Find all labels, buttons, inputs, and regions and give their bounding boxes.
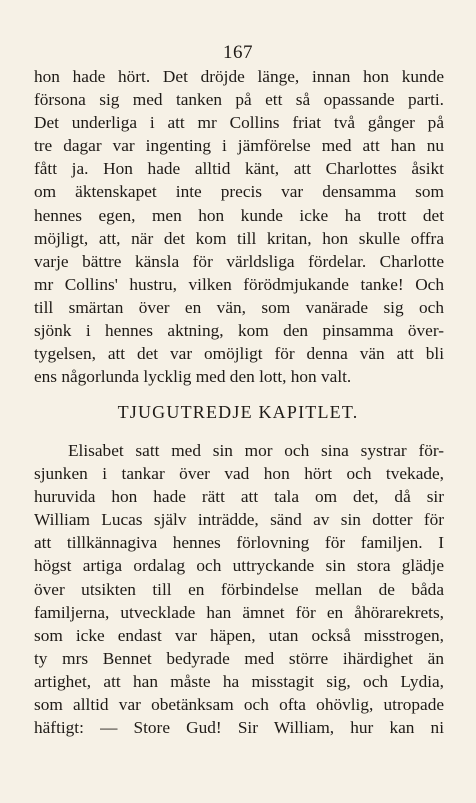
paragraph-chapter-start: [34, 439, 444, 739]
text-line: sjönk i hennes aktning, kom den pinsamma över-: [34, 321, 444, 341]
text-line: varje bättre känsla för världsliga fördelar. Charlotte: [34, 251, 444, 271]
text-line: Det underliga i att mr Collins friat två gånger på: [34, 113, 444, 133]
text-line: Elisabet satt med sin mor och sina systrar för-: [68, 441, 444, 460]
text-line: hon hade hört. Det dröjde länge, innan hon kunde: [34, 67, 444, 86]
text-line: huruvida hon hade rätt att tala om det, då sir: [34, 487, 444, 507]
text-line: högst artiga ordalag och uttryckande sin stora glädje: [34, 556, 444, 576]
text-line: om äktenskapet inte precis var densamma som: [34, 182, 444, 202]
text-line: hennes egen, men hon kunde icke ha trott det: [34, 205, 444, 225]
text-line: som icke endast var häpen, utan också misstrogen,: [34, 625, 444, 645]
text-line: mr Collins' hustru, vilken förödmjukande tanke! Och: [34, 274, 444, 294]
text-line: möjligt, att, när det kom till kritan, hon skulle offra: [34, 228, 444, 248]
text-line: tre dagar var ingenting i jämförelse med att han nu: [34, 136, 444, 156]
page-number: 167: [223, 42, 253, 63]
paragraph-continued: [34, 65, 444, 388]
text-line: tygelsen, att det var omöjligt för denna vän att bli: [34, 344, 444, 364]
text-line: till smärtan över en vän, som vanärade sig och: [34, 297, 444, 317]
text-line: häftigt: — Store Gud! Sir William, hur kan ni: [34, 718, 444, 738]
text-line: artighet, att han måste ha misstagit sig, och Lydia,: [34, 671, 444, 691]
text-line: familjerna, utvecklade han ämnet för en åhörarekrets,: [34, 602, 444, 622]
text-line: sjunken i tankar över vad hon hört och tvekade,: [34, 464, 444, 484]
text-line: försona sig med tanken på ett så opassande parti.: [34, 90, 444, 110]
text-line: fått ja. Hon hade alltid känt, att Charlottes åsikt: [34, 159, 444, 179]
text-line: ty mrs Bennet bedyrade med större ihärdighet än: [34, 648, 444, 668]
text-line: William Lucas själv inträdde, sänd av sin dotter för: [34, 510, 444, 530]
text-line: att tillkännagiva hennes förlovning för familjen. I: [34, 533, 444, 553]
chapter-title: TJUGUTREDJE KAPITLET.: [117, 402, 359, 422]
text-line: över utsikten till en förbindelse mellan de båda: [34, 579, 444, 599]
text-line: som alltid var obetänksam och ofta ohövlig, utropade: [34, 695, 444, 715]
text-line: ens någorlunda lycklig med den lott, hon valt.: [34, 367, 352, 387]
